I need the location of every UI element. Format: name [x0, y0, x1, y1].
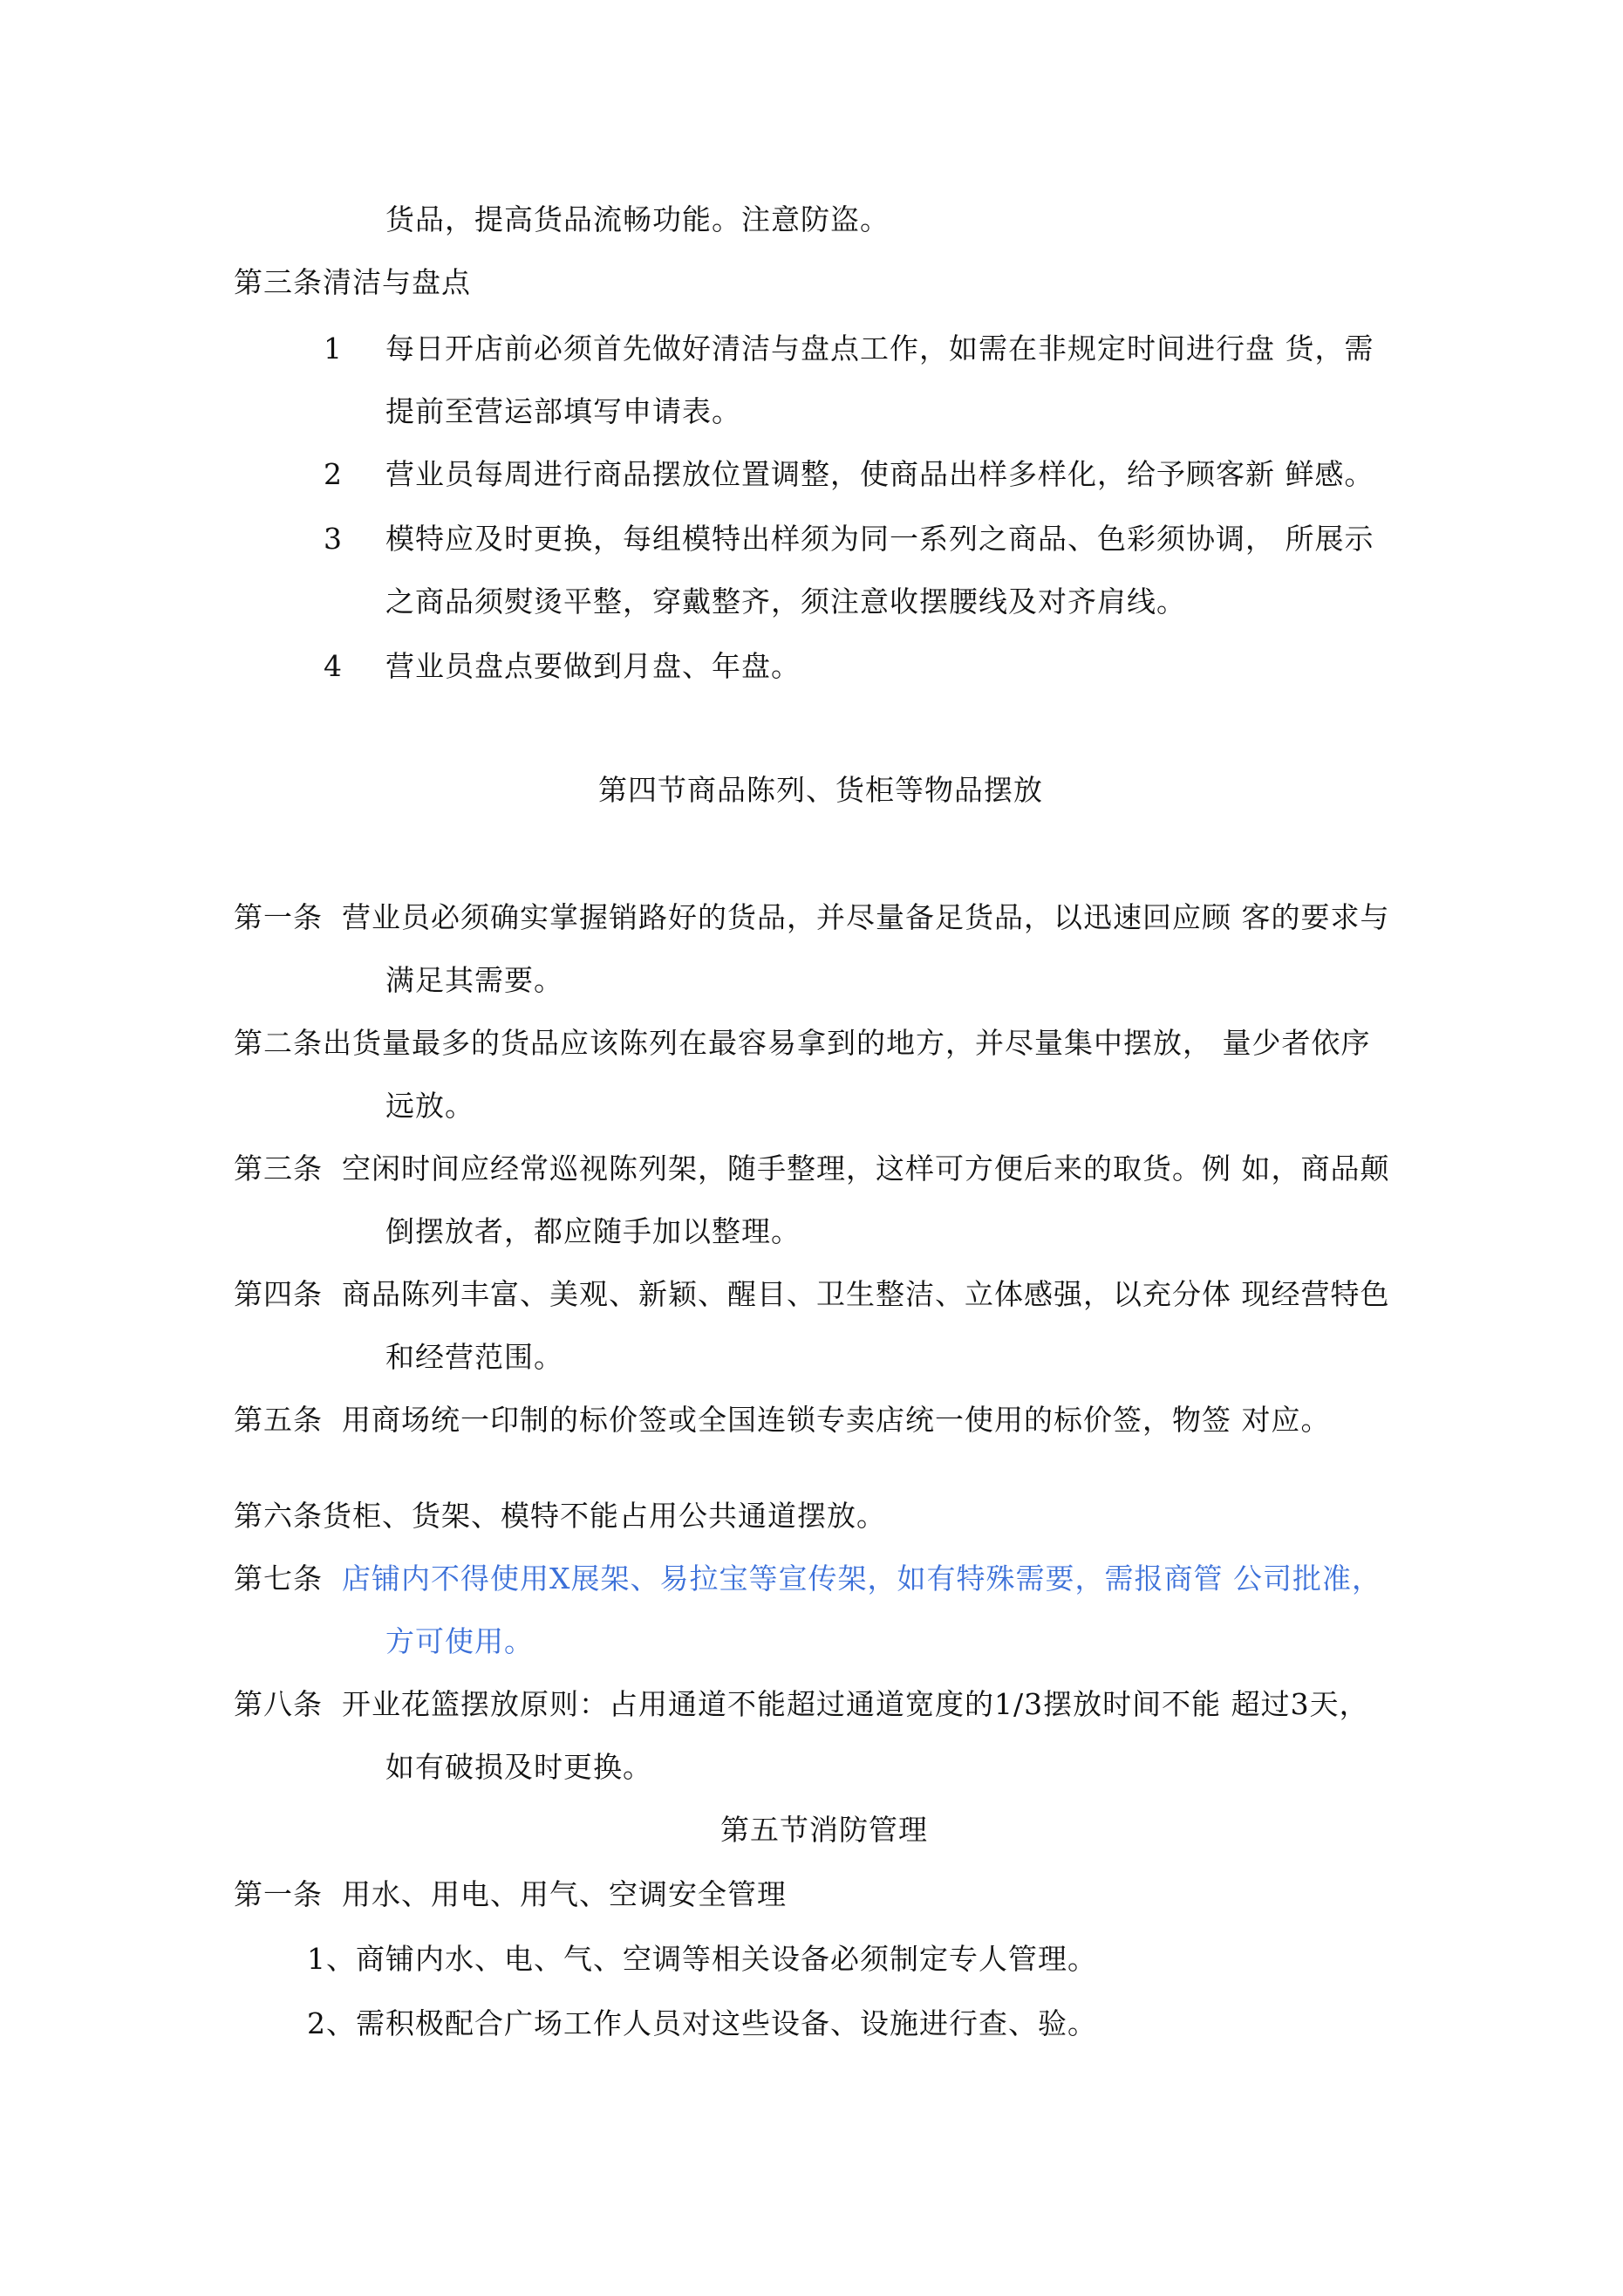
- article-text: 用水、用电、用气、空调安全管理: [342, 1877, 787, 1911]
- article-text: 第六条货柜、货架、模特不能占用公共通道摆放。: [234, 1499, 886, 1533]
- article-label: 第八条: [234, 1687, 323, 1721]
- article-text: 用商场统一印制的标价签或全国连锁专卖店统一使用的标价签，物签 对应。: [342, 1403, 1331, 1437]
- article-text: 如有破损及时更换。: [385, 1750, 652, 1784]
- article-text: 商品陈列丰富、美观、新颖、醒目、卫生整洁、立体感强，以充分体 现经营特色: [342, 1277, 1390, 1311]
- item-text: 模特应及时更换，每组模特出样须为同一系列之商品、色彩须协调， 所展示: [385, 522, 1374, 556]
- item-text: 营业员盘点要做到月盘、年盘。: [385, 649, 801, 683]
- article-text: 满足其需要。: [385, 963, 563, 997]
- article-text: 倒摆放者，都应随手加以整理。: [385, 1214, 801, 1248]
- list-item: 2、需积极配合广场工作人员对这些设备、设施进行查、验。: [307, 2006, 1097, 2040]
- item-text: 营业员每周进行商品摆放位置调整，使商品出样多样化，给予顾客新 鲜感。: [385, 457, 1374, 491]
- article-title: 第三条清洁与盘点: [234, 265, 471, 299]
- item-text: 提前至营运部填写申请表。: [385, 394, 741, 428]
- article-text: 空闲时间应经常巡视陈列架，随手整理，这样可方便后来的取货。例 如，商品颠: [342, 1151, 1390, 1186]
- article-label: 第一条: [234, 900, 323, 934]
- article-text: 远放。: [385, 1089, 474, 1123]
- article-label: 第四条: [234, 1277, 323, 1311]
- article-text: 和经营范围。: [385, 1340, 563, 1374]
- item-number: 3: [324, 522, 342, 556]
- item-number: 1: [324, 331, 342, 366]
- section-heading: 第四节商品陈列、货柜等物品摆放: [598, 773, 1043, 807]
- article-text-highlighted: 方可使用。: [385, 1624, 534, 1658]
- continuation-line: 货品，提高货品流畅功能。注意防盗。: [385, 202, 890, 236]
- article-text: 营业员必须确实掌握销路好的货品，并尽量备足货品，以迅速回应顾 客的要求与: [342, 900, 1390, 934]
- item-number: 4: [324, 649, 342, 683]
- item-text: 每日开店前必须首先做好清洁与盘点工作，如需在非规定时间进行盘 货，需: [385, 331, 1374, 366]
- article-label: 第七条: [234, 1561, 323, 1596]
- article-text: 开业花篮摆放原则：占用通道不能超过通道宽度的1/3摆放时间不能 超过3天，: [342, 1687, 1369, 1721]
- article-text-highlighted: 店铺内不得使用X展架、易拉宝等宣传架，如有特殊需要，需报商管 公司批准，: [342, 1561, 1381, 1596]
- list-item: 1、商铺内水、电、气、空调等相关设备必须制定专人管理。: [307, 1942, 1097, 1976]
- article-label: 第五条: [234, 1403, 323, 1437]
- article-text: 第二条出货量最多的货品应该陈列在最容易拿到的地方，并尽量集中摆放， 量少者依序: [234, 1026, 1371, 1060]
- item-text: 之商品须熨烫平整，穿戴整齐，须注意收摆腰线及对齐肩线。: [385, 584, 1186, 618]
- article-label: 第一条: [234, 1877, 323, 1911]
- section-heading: 第五节消防管理: [720, 1813, 928, 1847]
- article-label: 第三条: [234, 1151, 323, 1186]
- item-number: 2: [324, 457, 342, 491]
